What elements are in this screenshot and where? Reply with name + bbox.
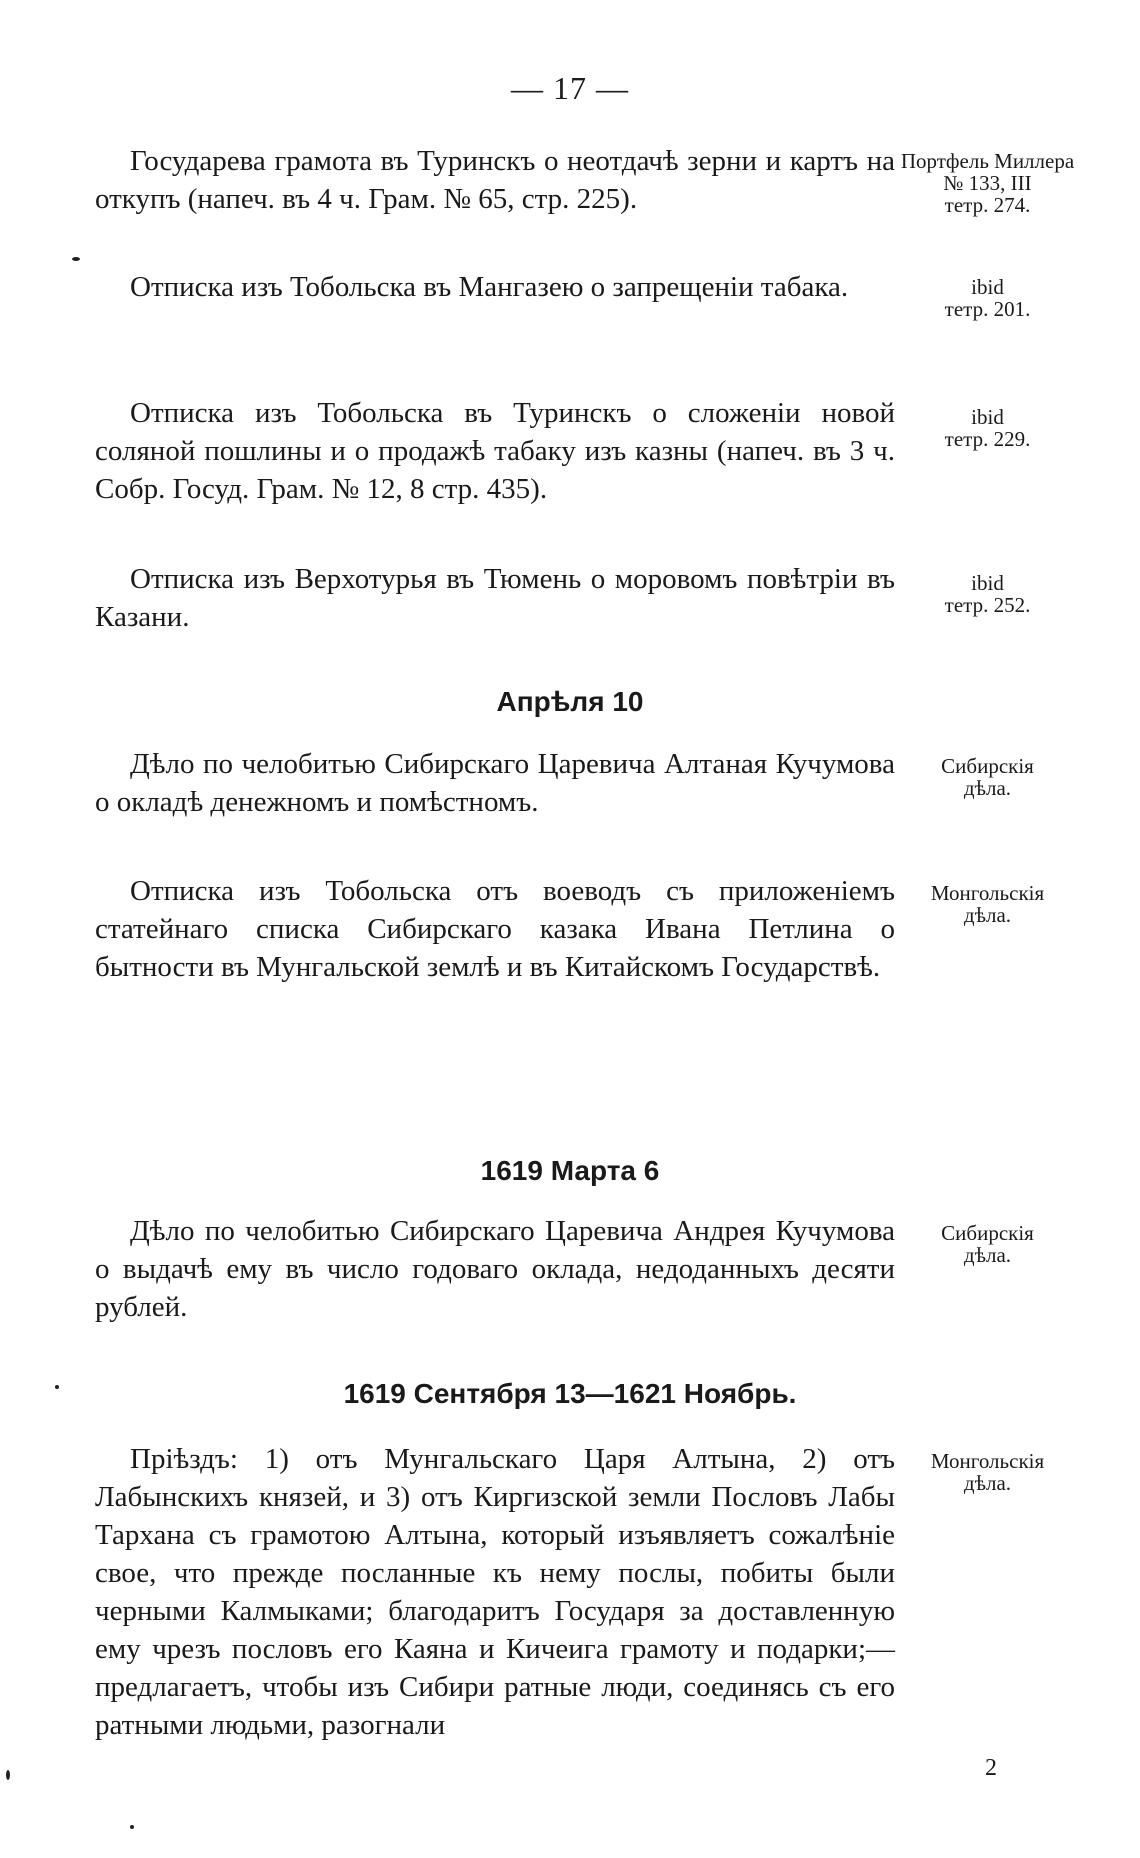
entry-reference: Сибирскія дѣла.	[941, 754, 1034, 800]
entry-reference: ibid тетр. 252.	[944, 571, 1031, 617]
entry-text: Дѣло по челобитью Сибирскаго Царевича Андрея Кучумова о выдачѣ ему въ число годоваго оклада, недоданныхъ десяти рублей.	[95, 1215, 895, 1323]
scan-speck	[55, 1385, 59, 1389]
entry-reference: ibid тетр. 229.	[944, 405, 1031, 451]
entry-text: Отписка изъ Верхотурья въ Тюмень о моровомъ повѣтріи въ Казани.	[95, 563, 895, 633]
date-heading-april-10: Апрѣля 10	[496, 686, 644, 717]
entry-text: Отписка изъ Тобольска въ Мангазею о запрещеніи табака.	[130, 271, 849, 303]
date-heading-march-6: 1619 Марта 6	[480, 1155, 660, 1186]
entry-reference: Портфель Миллера № 133, III тетр. 274.	[900, 149, 1075, 217]
entry-text: Отписка изъ Тобольска въ Туринскъ о сложеніи новой соляной пошлины и о продажѣ табаку изъ казны (напеч. въ 3 ч. Собр. Госуд. Грам. № 12, 8 стр. 435).	[95, 397, 895, 505]
entry-text: Отписка изъ Тобольска отъ воеводъ съ приложеніемъ статейнаго списка Сибирскаго казака Ивана Петлина о бытности въ Мунгальской землѣ и въ Китайскомъ Государствѣ.	[95, 875, 895, 983]
entry-reference: ibid тетр. 201.	[944, 275, 1031, 321]
page-number: — 17 —	[511, 70, 629, 106]
entry-text: Государева грамота въ Туринскъ о неотдачѣ зерни и картъ на откупъ (напеч. въ 4 ч. Грам. № 65, стр. 225).	[95, 145, 895, 215]
sheet-signature-mark: 2	[985, 1755, 997, 1781]
date-heading-september-13: 1619 Сентября 13—1621 Ноябрь.	[343, 1378, 797, 1409]
entry-reference: Сибирскія дѣла.	[941, 1221, 1034, 1267]
entry-reference: Монгольскія дѣла.	[930, 881, 1045, 927]
entry-reference: Монгольскія дѣла.	[930, 1449, 1045, 1495]
scan-speck	[6, 1770, 10, 1780]
scan-speck	[72, 257, 80, 261]
entry-text: Пріѣздъ: 1) отъ Мунгальскаго Царя Алтына, 2) отъ Лабынскихъ князей, и 3) отъ Киргизской земли Пословъ Лабы Тархана съ грамотою Алтына, который изъявляетъ сожалѣніе свое, что прежде посланные къ нему послы, побиты были черными Калмыками; благодаритъ Государя за доставленную ему чрезъ пословъ его Каяна и Кичеига грамоту и подарки;—предлагаетъ, чтобы изъ Сибири ратные люди, соединясь съ его ратными людьми, разогнали	[95, 1443, 895, 1741]
entry-text: Дѣло по челобитью Сибирскаго Царевича Алтаная Кучумова о окладѣ денежномъ и помѣстномъ.	[95, 748, 895, 818]
scan-speck	[130, 1825, 134, 1829]
